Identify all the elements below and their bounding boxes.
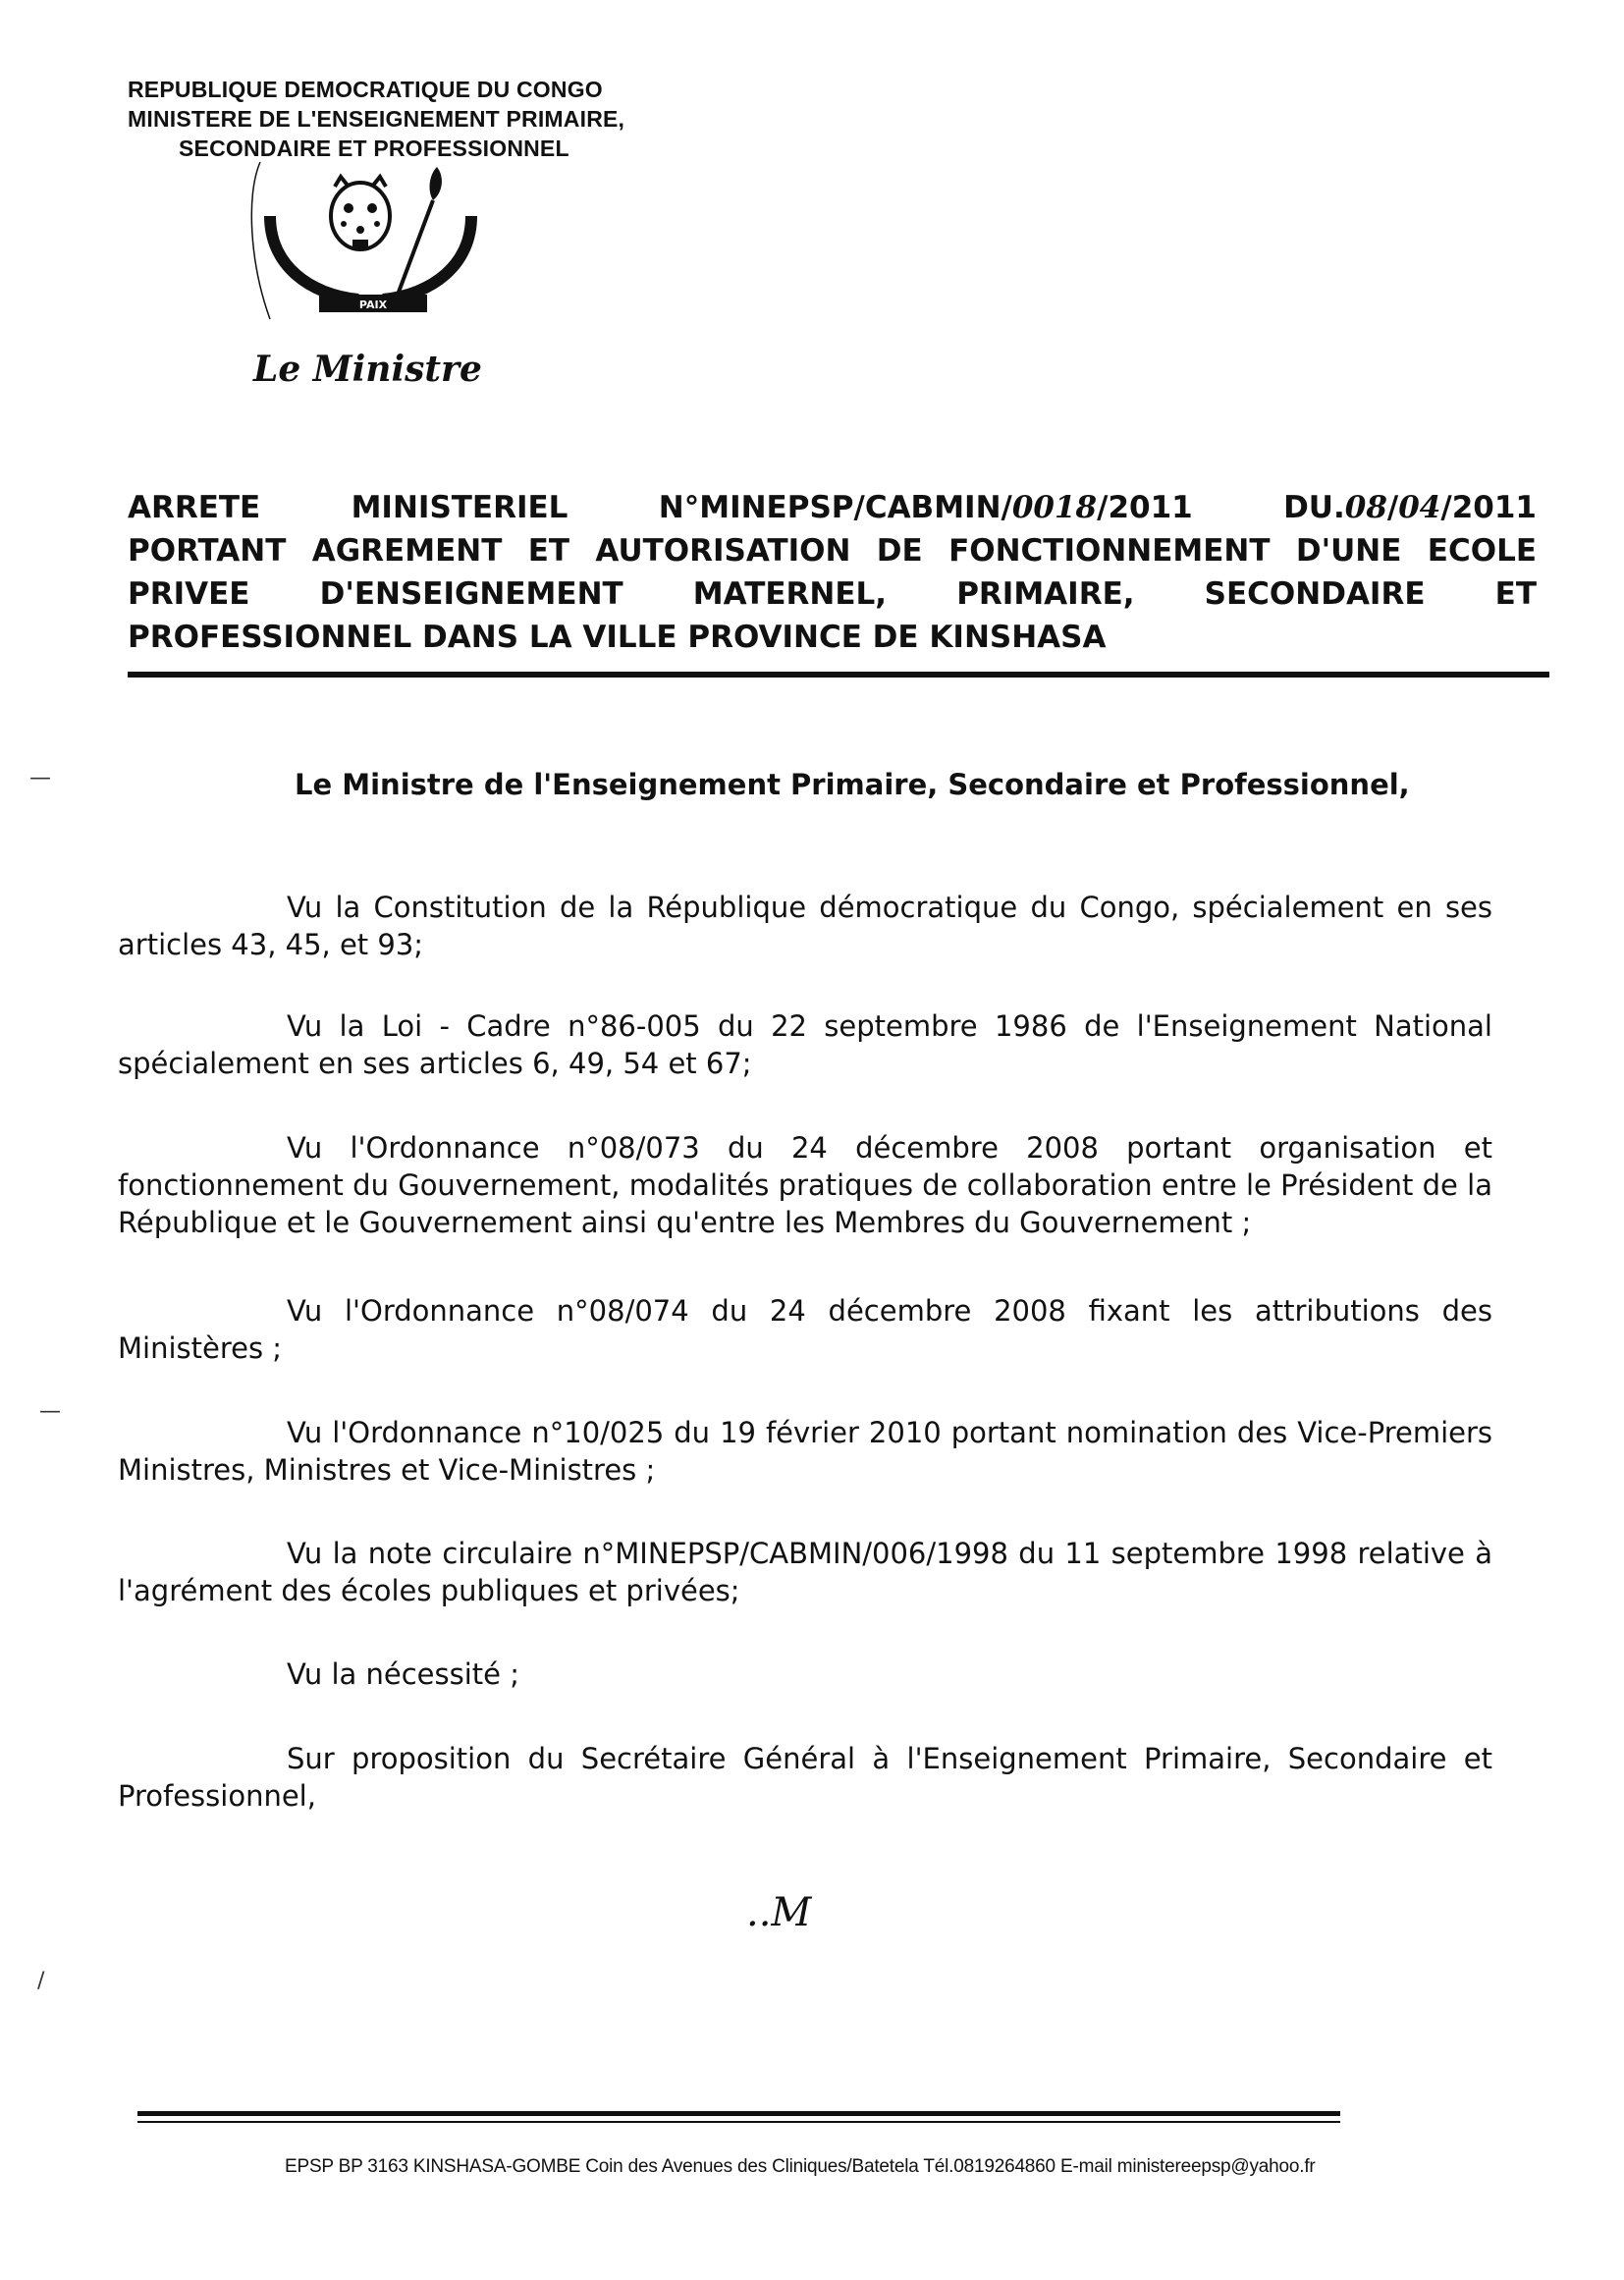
recital-proposition: Sur proposition du Secrétaire Général à l'Enseignement Primaire, Secondaire et Professionnel,: [118, 1742, 1492, 1813]
ministry-name-line2: SECONDAIRE ET PROFESSIONNEL: [179, 136, 569, 161]
recital-loi-cadre: Vu la Loi - Cadre n°86-005 du 22 septembre 1986 de l'Enseignement National spécialement en ses articles 6, 49, 54 et 67;: [118, 1009, 1492, 1080]
title-divider: [128, 672, 1549, 678]
coat-of-arms-emblem: [250, 157, 506, 329]
letterhead: [128, 75, 717, 163]
page-initial-mark: ..M: [746, 1890, 812, 1935]
leopard-head-icon: [331, 177, 390, 249]
recital-constitution: Vu la Constitution de la République démocratique du Congo, spécialement en ses articles 43, 45, et 93;: [118, 891, 1492, 961]
country-name: REPUBLIQUE DEMOCRATIQUE DU CONGO: [128, 77, 603, 102]
decree-title-line1: [128, 486, 1537, 529]
decree-title-line3: PRIVEE D'ENSEIGNEMENT MATERNEL, PRIMAIRE, SECONDAIRE ET: [128, 576, 1537, 612]
recital-ordonnance-10-025: Vu l'Ordonnance n°10/025 du 19 février 2010 portant nomination des Vice-Premiers Ministres, Ministres et Vice-Ministres ;: [118, 1416, 1492, 1487]
footer-divider-thick: [137, 2111, 1340, 2116]
handwritten-number: 0018: [1011, 490, 1098, 525]
decree-number: N°MINEPSP/CABMIN/0018/2011: [658, 490, 1193, 525]
decree-date: DU.08/04/2011: [1283, 490, 1537, 525]
recital-ordonnance-08-074: Vu l'Ordonnance n°08/074 du 24 décembre 2008 fixant les attributions des Ministères ;: [118, 1294, 1492, 1365]
footer-address: EPSP BP 3163 KINSHASA-GOMBE Coin des Avenues des Cliniques/Batetela Tél.0819264860 E-mail ministereepsp@yahoo.fr: [285, 2156, 1316, 2177]
recital-ordonnance-08-073: Vu l'Ordonnance n°08/073 du 24 décembre 2008 portant organisation et fonctionnement du Gouvernement, modalités pratiques de collaboration entre le Président de la République et le Gouvernement ainsi qu'entre les Membres du Gouvernement ;: [118, 1131, 1492, 1239]
recital-necessite: Vu la nécessité ;: [287, 1657, 519, 1691]
ministry-name-line1: MINISTERE DE L'ENSEIGNEMENT PRIMAIRE,: [128, 106, 625, 132]
decree-title: [128, 486, 1537, 659]
emblem-motto-text: PAIX: [358, 299, 388, 311]
minister-signature-label: Le Ministre: [253, 349, 482, 390]
title-word-ministeriel: MINISTERIEL: [351, 490, 568, 525]
decree-title-line2: PORTANT AGREMENT ET AUTORISATION DE FONCTIONNEMENT D'UNE ECOLE: [128, 533, 1537, 569]
title-word-arrete: ARRETE: [128, 490, 261, 525]
footer-divider-thin: [137, 2121, 1340, 2123]
handwritten-day: 08: [1344, 490, 1387, 525]
margin-mark-2: —: [39, 1399, 61, 1424]
recital-note-circulaire: Vu la note circulaire n°MINEPSP/CABMIN/006/1998 du 11 septembre 1998 relative à l'agrément des écoles publiques et privées;: [118, 1537, 1492, 1607]
margin-mark-3: /: [37, 1969, 45, 1993]
handwritten-month: 04: [1398, 490, 1441, 525]
preamble-heading: Le Ministre de l'Enseignement Primaire, Secondaire et Professionnel,: [295, 768, 1410, 801]
margin-mark-1: —: [29, 766, 51, 790]
decree-title-line4: PROFESSIONNEL DANS LA VILLE PROVINCE DE KINSHASA: [128, 620, 1107, 655]
